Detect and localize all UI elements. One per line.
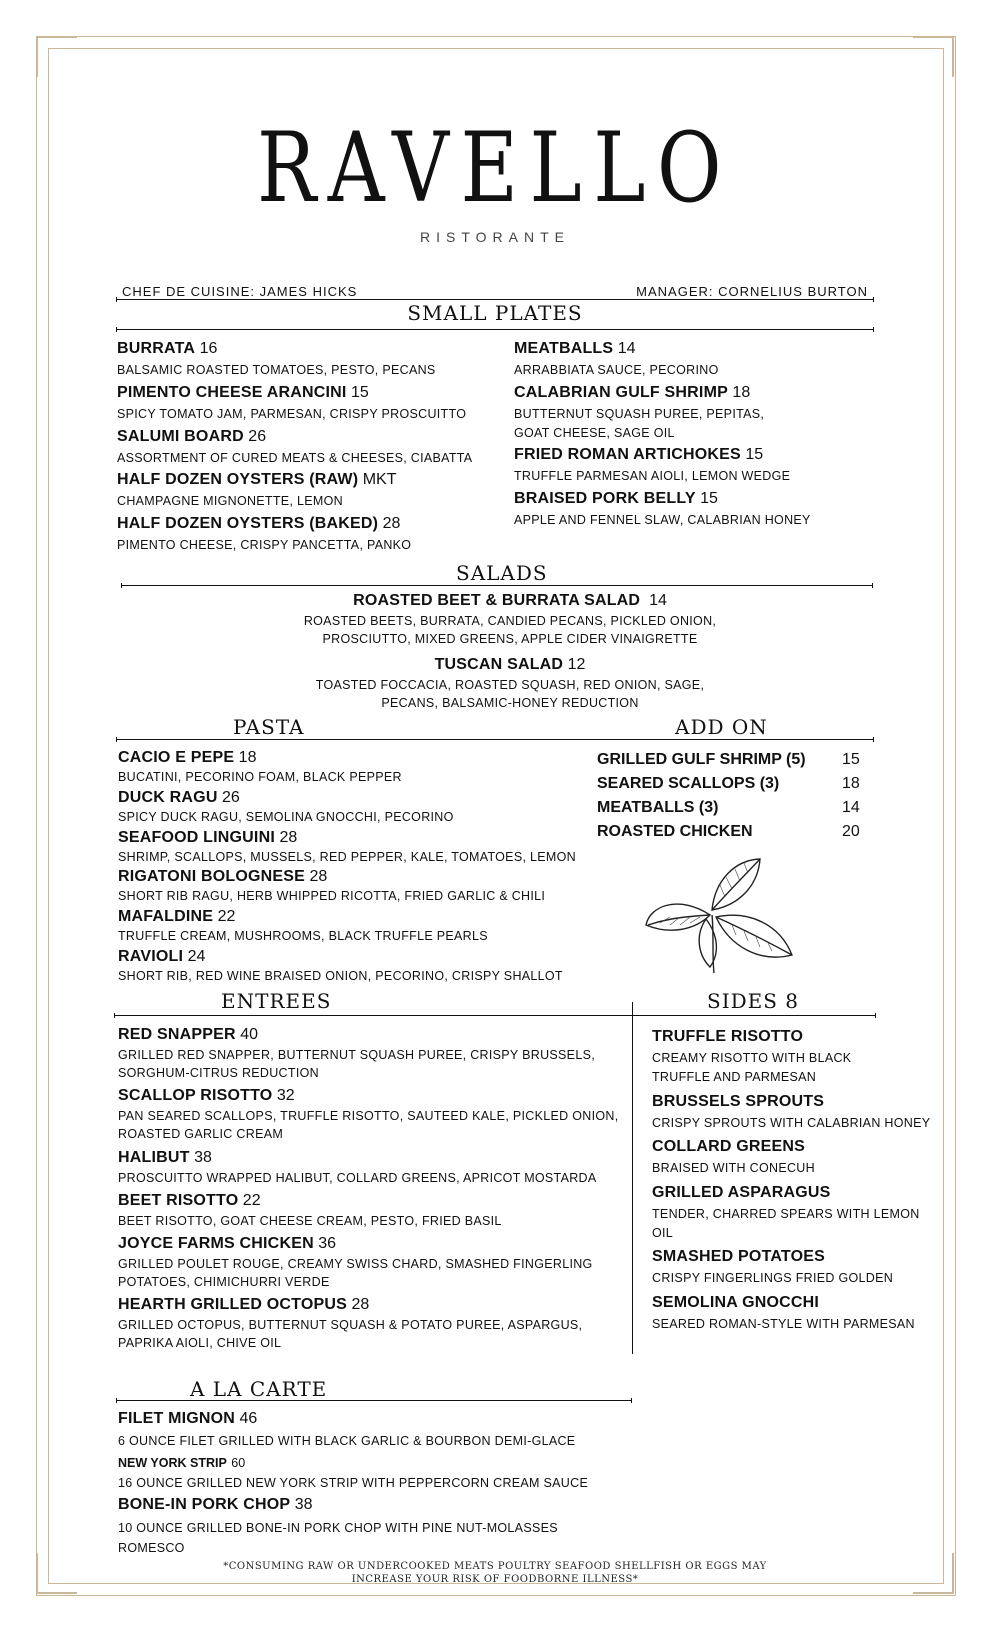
section-title-add-on: ADD ON: [675, 715, 768, 739]
menu-item: MAFALDINE 22 TRUFFLE CREAM, MUSHROOMS, BLACK TRUFFLE PEARLS: [118, 908, 488, 943]
side-item: TRUFFLE RISOTTO CREAMY RISOTTO WITH BLACK TRUFFLE AND PARMESAN: [652, 1028, 852, 1085]
sides-list: [652, 1028, 942, 1339]
menu-item: CACIO E PEPE 18 BUCATINI, PECORINO FOAM, BLACK PEPPER: [118, 749, 402, 784]
section-title-salads: SALADS: [456, 561, 548, 585]
side-item: SEMOLINA GNOCCHI SEARED ROMAN-STYLE WITH PARMESAN: [652, 1293, 915, 1331]
section-title-entrees: ENTREES: [221, 989, 332, 1013]
menu-item: BRAISED PORK BELLY 15 APPLE AND FENNEL SLAW, CALABRIAN HONEY: [514, 490, 811, 527]
menu-item: BURRATA 16 BALSAMIC ROASTED TOMATOES, PESTO, PECANS: [117, 340, 436, 377]
menu-item: RED SNAPPER 40 GRILLED RED SNAPPER, BUTTERNUT SQUASH PUREE, CRISPY BRUSSELS, SORGHUM-CITRUS REDUCTION: [118, 1026, 595, 1081]
pasta-list: [118, 749, 588, 988]
menu-item: ROASTED BEET & BURRATA SALAD 14 ROASTED BEETS, BURRATA, CANDIED PECANS, PICKLED ONION, PROSCIUTTO, MIXED GREENS, APPLE CIDER VINAIGRETTE: [303, 592, 717, 647]
entrees-list: [118, 1026, 623, 1357]
a-la-carte-list: [118, 1410, 638, 1562]
column-divider: [632, 1002, 633, 1354]
add-on-list: [597, 751, 877, 847]
divider-small-plates: [116, 329, 874, 330]
salads-list: [200, 592, 820, 713]
divider-salads: [121, 585, 873, 586]
side-item: SMASHED POTATOES CRISPY FINGERLINGS FRIED GOLDEN: [652, 1248, 894, 1286]
chef-credit: CHEF DE CUISINE: JAMES HICKS: [122, 284, 358, 299]
menu-item: FILET MIGNON 46 6 OUNCE FILET GRILLED WITH BLACK GARLIC & BOURBON DEMI-GLACE: [118, 1410, 576, 1448]
menu-item: BONE-IN PORK CHOP 38 10 OUNCE GRILLED BONE-IN PORK CHOP WITH PINE NUT-MOLASSES ROMESCO: [118, 1495, 558, 1555]
menu-item: CALABRIAN GULF SHRIMP 18 BUTTERNUT SQUASH PUREE, PEPITAS, GOAT CHEESE, SAGE OIL: [514, 383, 765, 440]
restaurant-logo: RAVELLO: [257, 112, 733, 224]
menu-item: FRIED ROMAN ARTICHOKES 15 TRUFFLE PARMESAN AIOLI, LEMON WEDGE: [514, 446, 791, 484]
divider-pasta: [116, 739, 874, 740]
menu-item: HALF DOZEN OYSTERS (BAKED) 28 PIMENTO CHEESE, CRISPY PANCETTA, PANKO: [117, 515, 412, 552]
menu-item: SEAFOOD LINGUINI 28 SHRIMP, SCALLOPS, MUSSELS, RED PEPPER, KALE, TOMATOES, LEMON: [118, 828, 576, 864]
basil-leaves-icon: [640, 855, 800, 975]
menu-item: DUCK RAGU 26 SPICY DUCK RAGU, SEMOLINA GNOCCHI, PECORINO: [118, 788, 454, 824]
frame-corner-top-left: [36, 36, 77, 77]
section-title-sides: SIDES 8: [707, 989, 800, 1013]
menu-item: TUSCAN SALAD 12 TOASTED FOCCACIA, ROASTED SQUASH, RED ONION, SAGE, PECANS, BALSAMIC-HONEY REDUCTION: [315, 656, 705, 711]
section-title-a-la-carte: A LA CARTE: [190, 1377, 328, 1401]
section-title-small-plates: SMALL PLATES: [407, 301, 583, 325]
small-plates-right-column: [514, 340, 844, 534]
menu-item: RAVIOLI 24 SHORT RIB, RED WINE BRAISED ONION, PECORINO, CRISPY SHALLOT: [118, 947, 563, 983]
small-plates-left-column: [117, 340, 497, 559]
frame-corner-top-right: [913, 36, 954, 77]
foodborne-illness-disclaimer: *CONSUMING RAW OR UNDERCOOKED MEATS POULTRY SEAFOOD SHELLFISH OR EGGS MAY INCREASE YOUR RISK OF FOODBORNE ILLNESS*: [223, 1561, 767, 1585]
section-title-pasta: PASTA: [233, 715, 305, 739]
add-on-item: GRILLED GULF SHRIMP (5) 15: [597, 751, 860, 768]
manager-credit: MANAGER: CORNELIUS BURTON: [636, 284, 868, 299]
divider-entrees: [114, 1015, 876, 1016]
menu-item: JOYCE FARMS CHICKEN 36 GRILLED POULET ROUGE, CREAMY SWISS CHARD, SMASHED FINGERLING POTATOES, CHIMICHURRI VERDE: [118, 1234, 593, 1289]
menu-item: SALUMI BOARD 26 ASSORTMENT OF CURED MEATS & CHEESES, CIABATTA: [117, 427, 473, 465]
side-item: GRILLED ASPARAGUS TENDER, CHARRED SPEARS WITH LEMON OIL: [652, 1183, 920, 1240]
menu-item: NEW YORK STRIP 60 16 OUNCE GRILLED NEW YORK STRIP WITH PEPPERCORN CREAM SAUCE: [118, 1455, 589, 1490]
menu-item: HALIBUT 38 PROSCUITTO WRAPPED HALIBUT, COLLARD GREENS, APRICOT MOSTARDA: [118, 1148, 597, 1185]
menu-item: BEET RISOTTO 22 BEET RISOTTO, GOAT CHEESE CREAM, PESTO, FRIED BASIL: [118, 1191, 502, 1228]
divider-a-la-carte: [116, 1400, 632, 1401]
menu-item: SCALLOP RISOTTO 32 PAN SEARED SCALLOPS, TRUFFLE RISOTTO, SAUTEED KALE, PICKLED ONION, ROASTED GARLIC CREAM: [118, 1087, 619, 1142]
side-item: BRUSSELS SPROUTS CRISPY SPROUTS WITH CALABRIAN HONEY: [652, 1092, 931, 1130]
menu-item: HEARTH GRILLED OCTOPUS 28 GRILLED OCTOPUS, BUTTERNUT SQUASH & POTATO PUREE, ASPARGUS, PAPRIKA AIOLI, CHIVE OIL: [118, 1296, 583, 1351]
add-on-item: MEATBALLS (3) 14: [597, 799, 860, 816]
restaurant-subtitle: RISTORANTE: [420, 229, 570, 245]
side-item: COLLARD GREENS BRAISED WITH CONECUH: [652, 1138, 815, 1176]
divider-staff: [116, 299, 874, 300]
menu-item: PIMENTO CHEESE ARANCINI 15 SPICY TOMATO JAM, PARMESAN, CRISPY PROSCUITTO: [117, 383, 467, 421]
add-on-item: SEARED SCALLOPS (3) 18: [597, 775, 860, 792]
menu-item: RIGATONI BOLOGNESE 28 SHORT RIB RAGU, HERB WHIPPED RICOTTA, FRIED GARLIC & CHILI: [118, 868, 546, 904]
add-on-item: ROASTED CHICKEN 20: [597, 823, 860, 840]
menu-item: MEATBALLS 14 ARRABBIATA SAUCE, PECORINO: [514, 340, 719, 377]
menu-item: HALF DOZEN OYSTERS (RAW) MKT CHAMPAGNE MIGNONETTE, LEMON: [117, 471, 397, 509]
